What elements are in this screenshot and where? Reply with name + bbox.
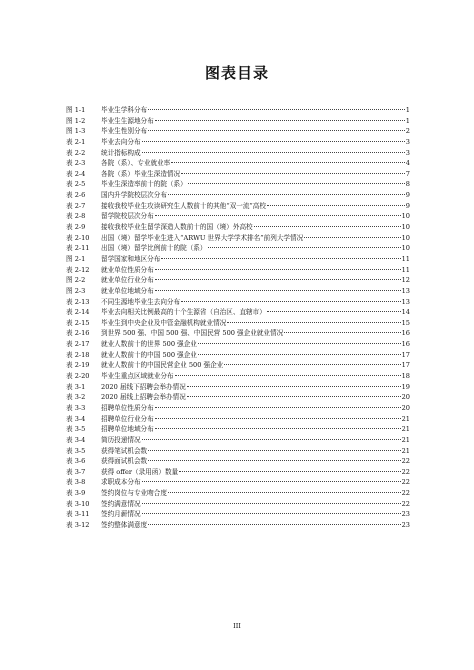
toc-entry-title: 毕业生到中央企业及中管金融机构就业情况 xyxy=(101,318,227,327)
toc-entry[interactable] xyxy=(66,520,410,531)
toc-entry-title: 签约月薪情况 xyxy=(101,510,141,519)
toc-entry-label: 表 3-11 xyxy=(66,510,90,519)
toc-entry-title: 就业人数前十的中国 500 强企业 xyxy=(101,350,197,359)
toc-entry-title: 求职成本分布 xyxy=(101,478,141,487)
toc-entry-title: 毕业生重点区域就业分布 xyxy=(101,372,174,381)
toc-dot-leader xyxy=(155,269,401,270)
toc-entry[interactable] xyxy=(66,275,410,286)
toc-dot-leader xyxy=(224,364,400,365)
toc-entry-page: 2 xyxy=(405,127,410,136)
toc-entry-title: 国内升学院校层次分布 xyxy=(101,191,167,200)
toc-entry-title: 毕业去向分布 xyxy=(101,137,141,146)
toc-dot-leader xyxy=(155,428,401,429)
toc-entry-label: 表 3-2 xyxy=(66,393,86,402)
toc-entry-label: 表 2-3 xyxy=(66,159,86,168)
toc-dot-leader xyxy=(155,279,401,280)
toc-dot-leader xyxy=(155,418,401,419)
toc-entry-page: 10 xyxy=(401,233,410,242)
toc-entry-page: 22 xyxy=(401,499,410,508)
toc-dot-leader xyxy=(161,258,400,259)
toc-entry-label: 图 2-2 xyxy=(66,276,86,285)
toc-entry-page: 10 xyxy=(401,212,410,221)
toc-entry[interactable] xyxy=(66,201,410,212)
toc-entry-label: 表 2-6 xyxy=(66,191,86,200)
page-number: III xyxy=(233,622,241,630)
toc-entry[interactable] xyxy=(66,488,410,499)
toc-dot-leader xyxy=(142,439,401,440)
toc-entry-page: 10 xyxy=(401,244,410,253)
toc-entry-page: 7 xyxy=(405,169,410,178)
toc-entry-title: 就业单位性质分布 xyxy=(101,265,154,274)
toc-entry[interactable] xyxy=(66,467,410,478)
toc-entry[interactable] xyxy=(66,392,410,403)
toc-dot-leader xyxy=(254,226,401,227)
toc-entry-label: 表 2-8 xyxy=(66,212,86,221)
toc-entry-title: 毕业生学科分布 xyxy=(101,106,148,114)
toc-entry-title: 接收我校毕业生留学深造人数前十的国（境）外高校 xyxy=(101,223,253,232)
toc-entry-title: 获得笔试机会数 xyxy=(101,446,148,455)
toc-entry[interactable] xyxy=(66,350,410,361)
toc-entry-title: 就业人数前十的世界 500 强企业 xyxy=(101,340,197,349)
toc-entry-page: 3 xyxy=(405,148,410,157)
toc-entry-title: 签约整体满意度 xyxy=(101,520,148,529)
toc-entry-page: 13 xyxy=(401,297,410,306)
toc-entry-title: 各院（系）、专业就业率 xyxy=(101,159,171,168)
toc-entry[interactable] xyxy=(66,371,410,382)
toc-entry-title: 就业单位行业分布 xyxy=(101,276,154,285)
toc-entry-page: 17 xyxy=(401,361,410,370)
toc-entry[interactable] xyxy=(66,265,410,276)
toc-entry-page: 1 xyxy=(405,116,410,125)
toc-entry-label: 表 3-5 xyxy=(66,446,86,455)
toc-entry-label: 表 2-19 xyxy=(66,361,90,370)
toc-dot-leader xyxy=(198,343,401,344)
toc-entry-page: 21 xyxy=(401,435,410,444)
toc-dot-leader xyxy=(187,386,401,387)
toc-entry-label: 表 2-13 xyxy=(66,297,90,306)
toc-dot-leader xyxy=(198,354,401,355)
toc-entry-page: 22 xyxy=(401,457,410,466)
toc-entry-page: 16 xyxy=(401,329,410,338)
toc-entry-title: 统计指标构成 xyxy=(101,148,141,157)
toc-entry-page: 20 xyxy=(401,403,410,412)
toc-entry[interactable] xyxy=(66,328,410,339)
toc-entry-title: 2020 届线上招聘会举办情况 xyxy=(101,393,186,402)
toc-entry-label: 表 2-18 xyxy=(66,350,90,359)
toc-entry-label: 表 2-20 xyxy=(66,372,90,381)
toc-dot-leader xyxy=(155,215,401,216)
toc-entry-page: 4 xyxy=(405,159,410,168)
toc-entry[interactable] xyxy=(66,243,410,254)
toc-dot-leader xyxy=(208,247,401,248)
toc-entry-label: 图 2-3 xyxy=(66,286,86,295)
toc-dot-leader xyxy=(284,332,400,333)
toc-dot-leader xyxy=(168,492,401,493)
toc-dot-leader xyxy=(168,194,405,195)
toc-entry-title: 招聘单位性质分布 xyxy=(101,403,154,412)
toc-dot-leader xyxy=(227,322,400,323)
toc-entry-title: 毕业去向相关比例最高的十个生源省（自治区、直辖市） xyxy=(101,308,266,317)
toc-entry-label: 表 2-17 xyxy=(66,340,90,349)
toc-dot-leader xyxy=(148,524,400,525)
toc-entry-page: 3 xyxy=(405,137,410,146)
toc-dot-leader xyxy=(267,205,405,206)
toc-entry[interactable] xyxy=(66,105,410,116)
toc-entry-label: 表 2-11 xyxy=(66,244,90,253)
toc-entry-page: 13 xyxy=(401,286,410,295)
toc-entry-title: 到世界 500 强、中国 500 强、中国民营 500 强企业就业情况 xyxy=(101,329,284,338)
toc-entry-page: 18 xyxy=(401,372,410,381)
toc-entry-title: 留学国家和地区分布 xyxy=(101,254,161,263)
toc-entry-title: 获得 offer（录用函）数量 xyxy=(101,467,179,476)
toc-entry[interactable] xyxy=(66,318,410,329)
toc-entry-title: 出国（境）留学比例前十的院（系） xyxy=(101,244,207,253)
toc-dot-leader xyxy=(142,141,405,142)
toc-entry-page: 15 xyxy=(401,318,410,327)
toc-dot-leader xyxy=(179,471,400,472)
toc-entry-title: 获得面试机会数 xyxy=(101,457,148,466)
toc-entry-label: 表 3-4 xyxy=(66,435,86,444)
toc-entry-label: 表 3-3 xyxy=(66,403,86,412)
toc-entry-page: 16 xyxy=(401,340,410,349)
toc-entry[interactable] xyxy=(66,137,410,148)
toc-entry-label: 表 2-14 xyxy=(66,308,90,317)
toc-entry-label: 表 3-1 xyxy=(66,382,86,391)
toc-entry-label: 表 3-10 xyxy=(66,499,90,508)
toc-entry[interactable] xyxy=(66,148,410,159)
toc-entry-page: 22 xyxy=(401,489,410,498)
toc-dot-leader xyxy=(171,162,405,163)
toc-dot-leader xyxy=(155,407,401,408)
toc-dot-leader xyxy=(181,301,400,302)
toc-entry[interactable] xyxy=(66,339,410,350)
toc-entry-title: 毕业生生源地分布 xyxy=(101,116,154,125)
toc-dot-leader xyxy=(181,173,405,174)
toc-entry-label: 表 3-8 xyxy=(66,478,86,487)
toc-dot-leader xyxy=(187,396,401,397)
toc-entry-title: 就业人数前十的中国民营企业 500 强企业 xyxy=(101,361,224,370)
toc-entry-page: 11 xyxy=(401,265,410,274)
toc-entry[interactable] xyxy=(66,126,410,137)
toc-entry-label: 表 3-5 xyxy=(66,425,86,434)
toc-entry[interactable] xyxy=(66,382,410,393)
toc-entry-title: 签约岗位与专业吻合度 xyxy=(101,489,167,498)
toc-entry[interactable] xyxy=(66,456,410,467)
toc-entry-page: 12 xyxy=(401,276,410,285)
toc-entry-page: 1 xyxy=(405,106,410,114)
toc-entry-label: 表 2-1 xyxy=(66,137,86,146)
toc-entry[interactable] xyxy=(66,179,410,190)
toc-entry-title: 招聘单位地域分布 xyxy=(101,425,154,434)
toc-entry-title: 接收我校毕业生攻读研究生人数前十的其他“双一流”高校 xyxy=(101,201,266,210)
toc-entry-label: 表 3-12 xyxy=(66,520,90,529)
toc-entry[interactable] xyxy=(66,424,410,435)
toc-entry-page: 11 xyxy=(401,254,410,263)
toc-entry-title: 不同生源地毕业生去向分布 xyxy=(101,297,181,306)
toc-dot-leader xyxy=(148,130,405,131)
toc-entry-label: 表 2-15 xyxy=(66,318,90,327)
toc-entry[interactable] xyxy=(66,286,410,297)
toc-entry-page: 23 xyxy=(401,520,410,529)
toc-entry-page: 14 xyxy=(401,308,410,317)
toc-entry-label: 表 2-4 xyxy=(66,169,86,178)
toc-dot-leader xyxy=(142,513,401,514)
page-title: 图表目录 xyxy=(204,64,269,82)
toc-entry[interactable] xyxy=(66,158,410,169)
toc-entry-label: 表 3-6 xyxy=(66,457,86,466)
toc-entry-page: 22 xyxy=(401,467,410,476)
toc-entry[interactable] xyxy=(66,222,410,233)
toc-dot-leader xyxy=(304,237,400,238)
toc-entry-title: 招聘单位行业分布 xyxy=(101,414,154,423)
toc-entry-title: 毕业生深造率前十的院（系） xyxy=(101,180,187,189)
toc-entry[interactable] xyxy=(66,297,410,308)
toc-entry[interactable] xyxy=(66,414,410,425)
toc-dot-leader xyxy=(188,183,405,184)
toc-entry-page: 22 xyxy=(401,478,410,487)
toc-entry-label: 图 1-2 xyxy=(66,116,86,125)
toc-entry-label: 表 3-7 xyxy=(66,467,86,476)
toc-entry-label: 图 1-3 xyxy=(66,127,86,136)
toc-dot-leader xyxy=(148,109,405,110)
toc-entry-title: 签约满意情况 xyxy=(101,499,141,508)
toc-entry-title: 各院（系）毕业生深造情况 xyxy=(101,169,181,178)
toc-entry[interactable] xyxy=(66,403,410,414)
toc-entry-label: 表 3-9 xyxy=(66,489,86,498)
toc-entry[interactable] xyxy=(66,499,410,510)
toc-entry-label: 表 2-5 xyxy=(66,180,86,189)
toc-entry[interactable] xyxy=(66,169,410,180)
toc-entry[interactable] xyxy=(66,116,410,127)
toc-entry-label: 图 2-1 xyxy=(66,254,86,263)
toc-entry-page: 9 xyxy=(405,201,410,210)
toc-entry-page: 8 xyxy=(405,180,410,189)
toc-dot-leader xyxy=(267,311,401,312)
toc-dot-leader xyxy=(142,503,401,504)
toc-dot-leader xyxy=(175,375,401,376)
toc-entry[interactable] xyxy=(66,233,410,244)
toc-entry-page: 20 xyxy=(401,393,410,402)
toc-entry-label: 表 2-12 xyxy=(66,265,90,274)
toc-entry-label: 表 2-7 xyxy=(66,201,86,210)
toc-entry[interactable] xyxy=(66,254,410,265)
toc-entry-page: 21 xyxy=(401,414,410,423)
toc-dot-leader xyxy=(155,120,405,121)
toc-dot-leader xyxy=(142,481,401,482)
toc-entry[interactable] xyxy=(66,360,410,371)
toc-entry[interactable] xyxy=(66,509,410,520)
toc-entry[interactable] xyxy=(66,435,410,446)
toc-entry[interactable] xyxy=(66,307,410,318)
toc-entry[interactable] xyxy=(66,211,410,222)
toc-entry-label: 表 2-16 xyxy=(66,329,90,338)
toc-dot-leader xyxy=(148,450,400,451)
toc-entry-label: 表 2-9 xyxy=(66,223,86,232)
toc-entry-label: 表 2-10 xyxy=(66,233,90,242)
toc-entry[interactable] xyxy=(66,446,410,457)
toc-dot-leader xyxy=(155,290,401,291)
toc-dot-leader xyxy=(142,152,405,153)
toc-entry[interactable] xyxy=(66,477,410,488)
toc-entry-label: 图 1-1 xyxy=(66,106,86,114)
toc-entry-page: 23 xyxy=(401,510,410,519)
table-of-figures-list xyxy=(66,105,410,531)
toc-entry-title: 2020 届线下招聘会举办情况 xyxy=(101,382,186,391)
toc-dot-leader xyxy=(148,460,400,461)
toc-entry-title: 出国（境）留学毕业生进入“ARWU 世界大学学术排名”前列大学情况 xyxy=(101,233,304,242)
toc-entry-title: 毕业生性别分布 xyxy=(101,127,148,136)
toc-entry[interactable] xyxy=(66,190,410,201)
toc-entry-page: 21 xyxy=(401,446,410,455)
toc-entry-page: 9 xyxy=(405,191,410,200)
toc-entry-label: 表 2-2 xyxy=(66,148,86,157)
toc-entry-page: 10 xyxy=(401,223,410,232)
toc-entry-title: 简历投递情况 xyxy=(101,435,141,444)
toc-entry-page: 19 xyxy=(401,382,410,391)
toc-entry-title: 就业单位地域分布 xyxy=(101,286,154,295)
toc-entry-page: 17 xyxy=(401,350,410,359)
toc-entry-label: 表 3-4 xyxy=(66,414,86,423)
toc-entry-title: 留学院校层次分布 xyxy=(101,212,154,221)
toc-entry-page: 21 xyxy=(401,425,410,434)
